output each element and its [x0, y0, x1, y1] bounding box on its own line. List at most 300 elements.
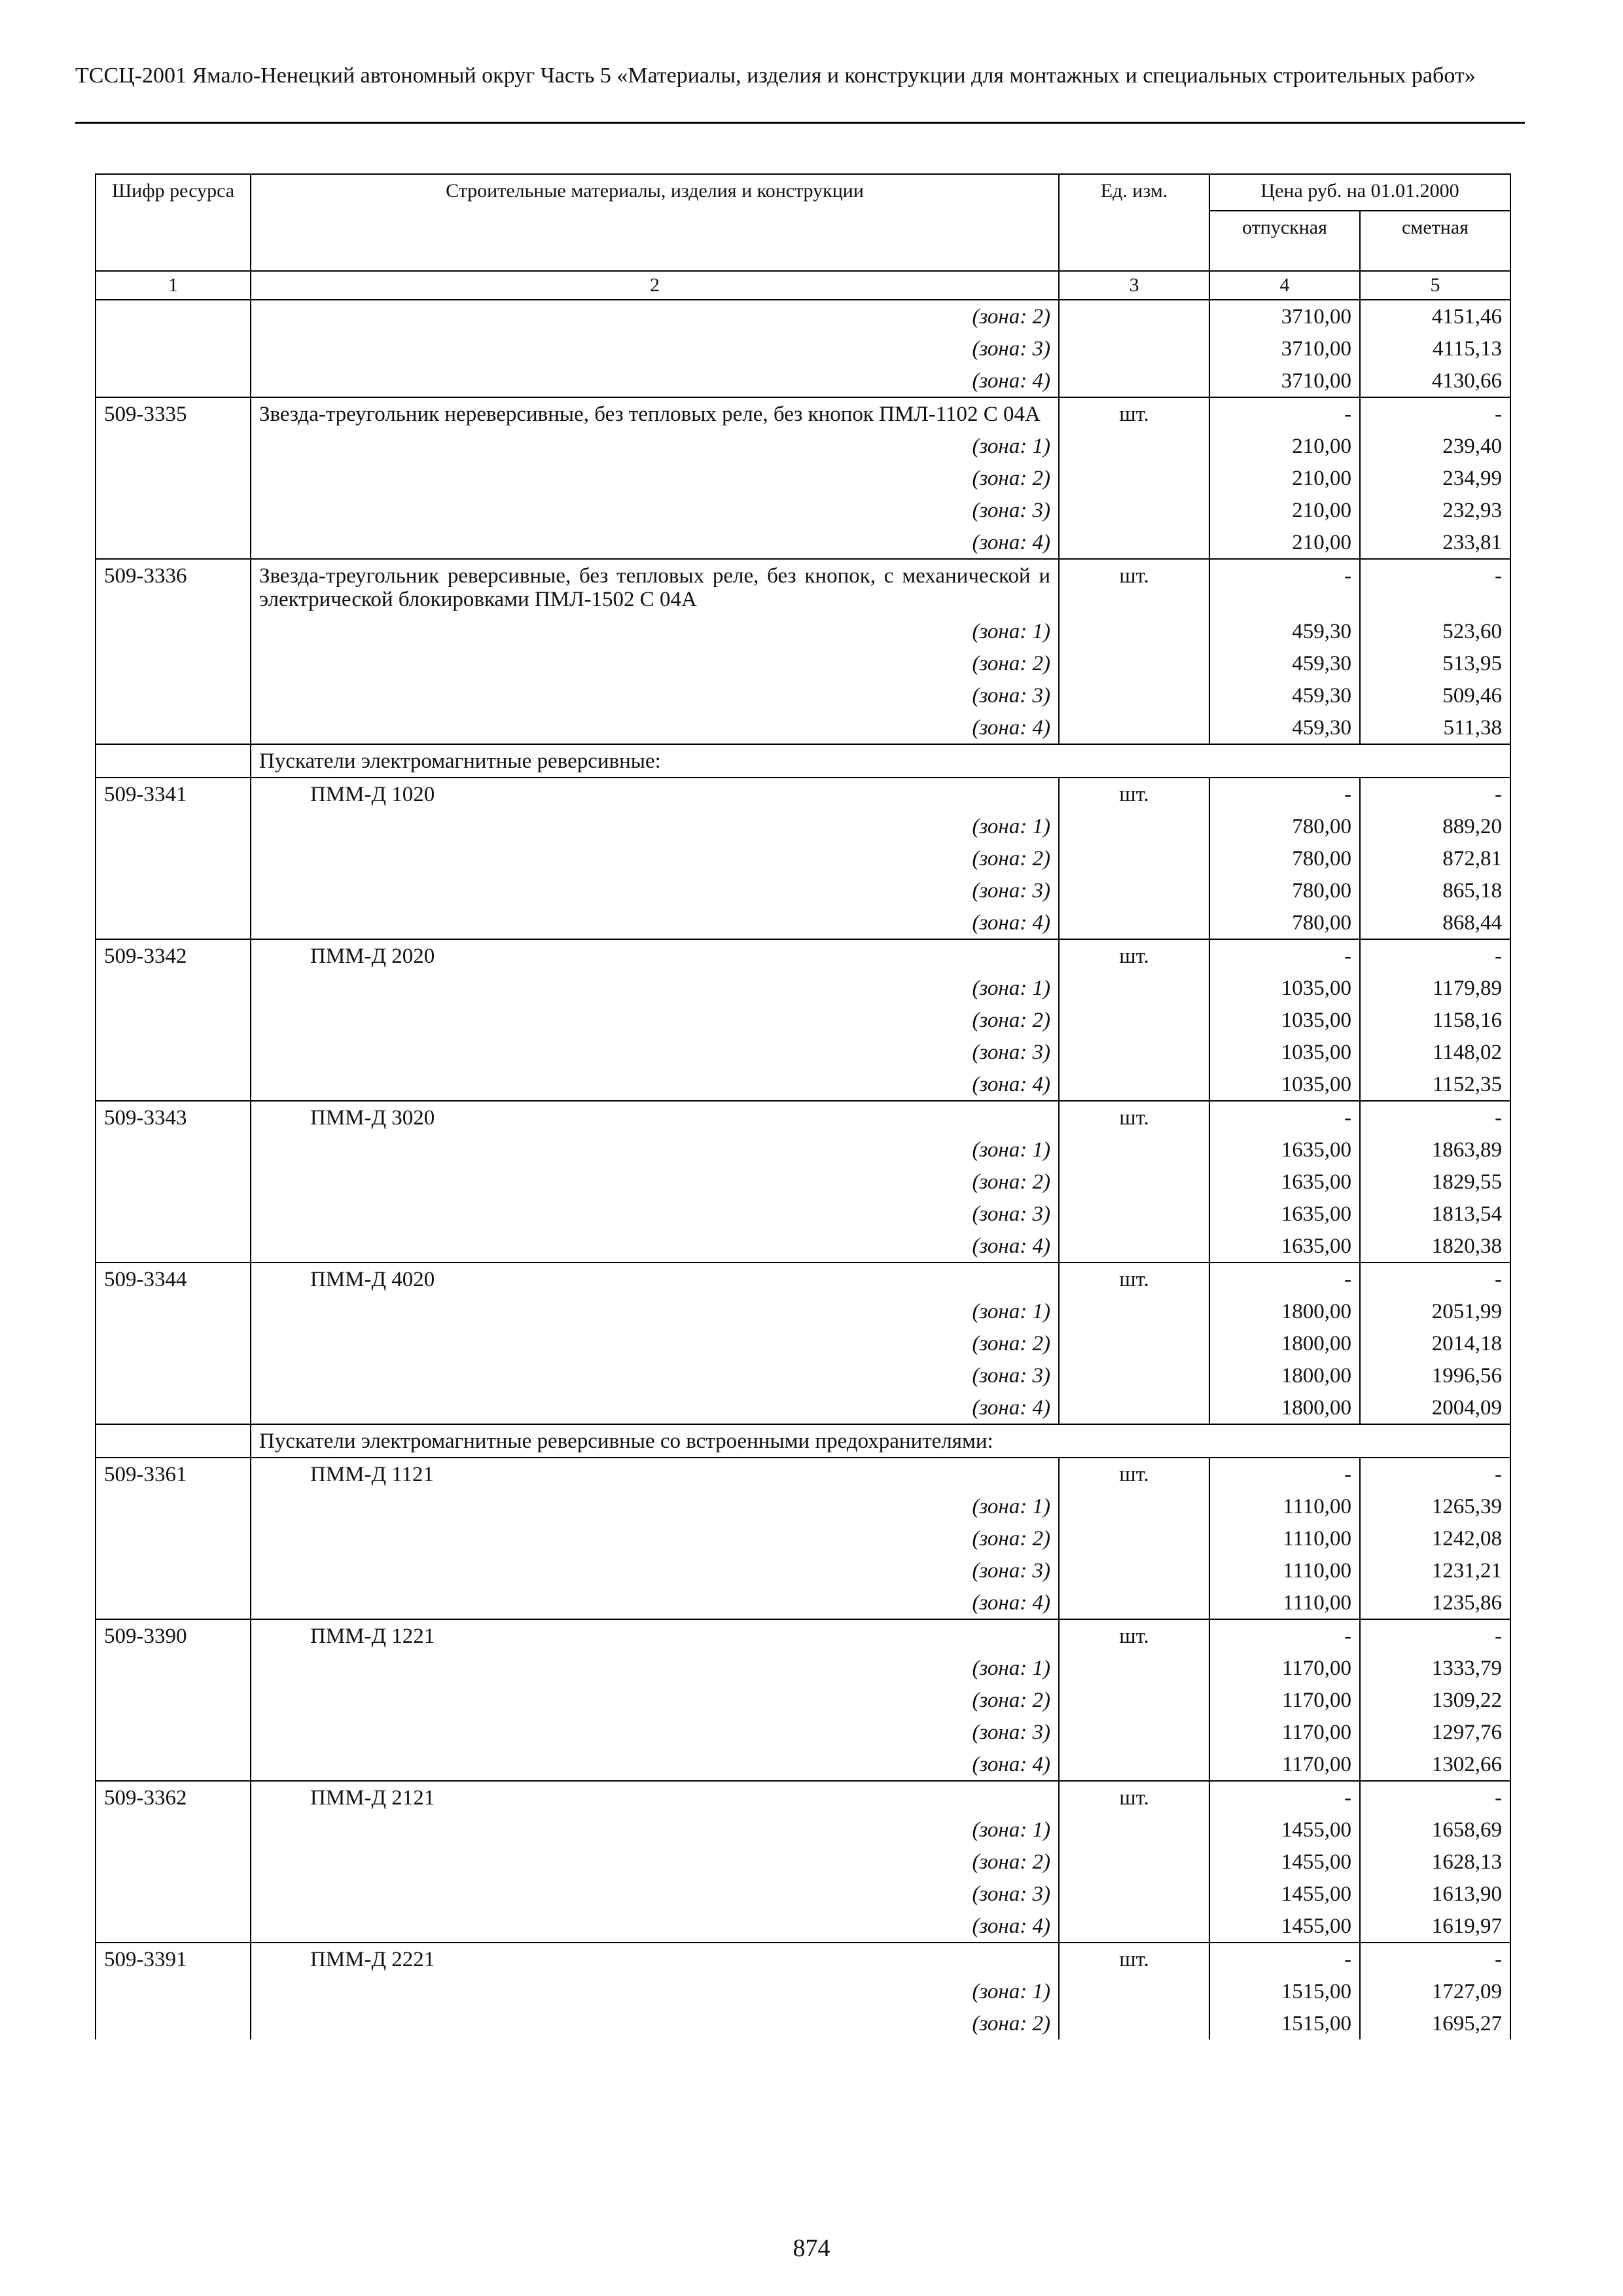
wholesale-price: 780,00: [1209, 842, 1360, 874]
zone-price-row: [96, 430, 1510, 462]
wholesale-price: -: [1209, 1619, 1360, 1652]
zone-label: (зона: 1): [251, 430, 1059, 462]
resource-name: ПММ-Д 1020: [251, 778, 1059, 810]
estimate-price: -: [1360, 1263, 1510, 1295]
unit-of-measure: [1059, 1198, 1209, 1230]
resource-code-cell: [96, 526, 251, 559]
zone-label: (зона: 2): [251, 300, 1059, 332]
unit-of-measure: [1059, 810, 1209, 842]
resource-code-cell: [96, 1716, 251, 1748]
estimate-price: 1996,56: [1360, 1359, 1510, 1391]
unit-of-measure: [1059, 1230, 1209, 1263]
resource-name: ПММ-Д 2121: [251, 1781, 1059, 1814]
wholesale-price: 210,00: [1209, 430, 1360, 462]
zone-price-row: [96, 1878, 1510, 1910]
wholesale-price: 1515,00: [1209, 1975, 1360, 2007]
zone-label: (зона: 3): [251, 1878, 1059, 1910]
zone-label: (зона: 1): [251, 1975, 1059, 2007]
resource-code: 509-3344: [96, 1263, 251, 1295]
wholesale-price: -: [1209, 1263, 1360, 1295]
unit-of-measure: [1059, 1359, 1209, 1391]
resource-code-cell: [96, 842, 251, 874]
estimate-price: 239,40: [1360, 430, 1510, 462]
resource-code-cell: [96, 1846, 251, 1878]
document-header: ТССЦ-2001 Ямало-Ненецкий автономный округ Часть 5 «Материалы, изделия и конструкции для монтажных и специальных строительных работ»: [75, 63, 1476, 88]
unit-of-measure: [1059, 1004, 1209, 1036]
estimate-price: 511,38: [1360, 711, 1510, 744]
price-table: [95, 173, 1511, 2039]
col-number-1: 1: [96, 271, 251, 300]
zone-price-row: [96, 526, 1510, 559]
unit-of-measure: [1059, 1587, 1209, 1619]
zone-price-row: [96, 1587, 1510, 1619]
wholesale-price: 1110,00: [1209, 1490, 1360, 1522]
wholesale-price: 459,30: [1209, 615, 1360, 647]
wholesale-price: 1035,00: [1209, 1004, 1360, 1036]
zone-price-row: [96, 1295, 1510, 1327]
wholesale-price: 780,00: [1209, 874, 1360, 906]
estimate-price: 1158,16: [1360, 1004, 1510, 1036]
resource-code-cell: [96, 1878, 251, 1910]
resource-row: [96, 778, 1510, 810]
zone-price-row: [96, 1748, 1510, 1781]
zone-price-row: [96, 810, 1510, 842]
zone-price-row: [96, 300, 1510, 332]
resource-code-cell: [96, 1748, 251, 1781]
wholesale-price: 1110,00: [1209, 1522, 1360, 1554]
zone-label: (зона: 3): [251, 679, 1059, 711]
resource-code: 509-3390: [96, 1619, 251, 1652]
resource-row: [96, 1458, 1510, 1490]
zone-price-row: [96, 1327, 1510, 1359]
estimate-price: 1242,08: [1360, 1522, 1510, 1554]
zone-label: (зона: 2): [251, 462, 1059, 494]
wholesale-price: 1635,00: [1209, 1134, 1360, 1166]
estimate-price: -: [1360, 1943, 1510, 1975]
wholesale-price: 1635,00: [1209, 1166, 1360, 1198]
page-number: 874: [793, 2234, 830, 2262]
wholesale-price: 459,30: [1209, 679, 1360, 711]
estimate-price: 868,44: [1360, 906, 1510, 939]
resource-code-cell: [96, 1975, 251, 2007]
wholesale-price: 1800,00: [1209, 1391, 1360, 1424]
zone-label: (зона: 1): [251, 1652, 1059, 1684]
wholesale-price: 1035,00: [1209, 1036, 1360, 1068]
resource-name: ПММ-Д 4020: [251, 1263, 1059, 1295]
zone-label: (зона: 3): [251, 1554, 1059, 1587]
zone-price-row: [96, 332, 1510, 365]
zone-label: (зона: 2): [251, 1004, 1059, 1036]
unit-of-measure: [1059, 906, 1209, 939]
estimate-price: 4151,46: [1360, 300, 1510, 332]
resource-code-cell: [96, 874, 251, 906]
zone-price-row: [96, 365, 1510, 397]
unit-of-measure: [1059, 494, 1209, 526]
wholesale-price: 1635,00: [1209, 1230, 1360, 1263]
resource-row: [96, 1263, 1510, 1295]
resource-code-cell: [96, 1814, 251, 1846]
resource-row: [96, 1101, 1510, 1134]
resource-code-cell: [96, 494, 251, 526]
unit-of-measure: [1059, 679, 1209, 711]
zone-label: (зона: 3): [251, 332, 1059, 365]
estimate-price: 1619,97: [1360, 1910, 1510, 1943]
resource-code-cell: [96, 1166, 251, 1198]
resource-code-cell: [96, 1587, 251, 1619]
group-heading-row: [96, 744, 1510, 778]
zone-label: (зона: 4): [251, 1391, 1059, 1424]
zone-label: (зона: 1): [251, 1814, 1059, 1846]
wholesale-price: 1035,00: [1209, 1068, 1360, 1101]
zone-label: (зона: 1): [251, 972, 1059, 1004]
zone-label: (зона: 1): [251, 1295, 1059, 1327]
unit-of-measure: шт.: [1059, 1101, 1209, 1134]
unit-of-measure: шт.: [1059, 559, 1209, 615]
estimate-price: -: [1360, 1101, 1510, 1134]
unit-of-measure: [1059, 300, 1209, 332]
col-code-header: Шифр ресурса: [96, 174, 251, 271]
wholesale-price: 1800,00: [1209, 1327, 1360, 1359]
unit-of-measure: шт.: [1059, 1458, 1209, 1490]
zone-label: (зона: 3): [251, 1036, 1059, 1068]
col-price-group-header: Цена руб. на 01.01.2000: [1209, 174, 1510, 211]
resource-code: 509-3335: [96, 397, 251, 430]
zone-price-row: [96, 1522, 1510, 1554]
unit-of-measure: [1059, 1554, 1209, 1587]
unit-of-measure: шт.: [1059, 1263, 1209, 1295]
table-body: [96, 300, 1510, 2039]
zone-label: (зона: 4): [251, 1068, 1059, 1101]
zone-label: (зона: 2): [251, 842, 1059, 874]
unit-of-measure: [1059, 1327, 1209, 1359]
resource-row: [96, 1781, 1510, 1814]
resource-code: 509-3362: [96, 1781, 251, 1814]
unit-of-measure: [1059, 1166, 1209, 1198]
zone-price-row: [96, 1068, 1510, 1101]
estimate-price: -: [1360, 778, 1510, 810]
col-unit-header: Ед. изм.: [1059, 174, 1209, 271]
estimate-price: 1152,35: [1360, 1068, 1510, 1101]
resource-name: Звезда-треугольник нереверсивные, без тепловых реле, без кнопок ПМЛ-1102 С 04А: [251, 397, 1059, 430]
estimate-price: -: [1360, 397, 1510, 430]
resource-code-cell: [96, 711, 251, 744]
unit-of-measure: [1059, 1748, 1209, 1781]
unit-of-measure: [1059, 2007, 1209, 2039]
estimate-price: 1309,22: [1360, 1684, 1510, 1716]
estimate-price: -: [1360, 1458, 1510, 1490]
col-number-4: 4: [1209, 271, 1360, 300]
estimate-price: 1820,38: [1360, 1230, 1510, 1263]
zone-price-row: [96, 1230, 1510, 1263]
estimate-price: 513,95: [1360, 647, 1510, 679]
unit-of-measure: [1059, 1134, 1209, 1166]
estimate-price: 1863,89: [1360, 1134, 1510, 1166]
wholesale-price: 1170,00: [1209, 1652, 1360, 1684]
col-number-3: 3: [1059, 271, 1209, 300]
estimate-price: 1179,89: [1360, 972, 1510, 1004]
resource-code-cell: [96, 1490, 251, 1522]
unit-of-measure: [1059, 1391, 1209, 1424]
zone-price-row: [96, 1490, 1510, 1522]
wholesale-price: 459,30: [1209, 711, 1360, 744]
resource-code-cell: [96, 1424, 251, 1458]
wholesale-price: -: [1209, 1101, 1360, 1134]
resource-code-cell: [96, 744, 251, 778]
unit-of-measure: [1059, 711, 1209, 744]
wholesale-price: -: [1209, 778, 1360, 810]
zone-price-row: [96, 906, 1510, 939]
estimate-price: 1297,76: [1360, 1716, 1510, 1748]
col-name-header: Строительные материалы, изделия и конструкции: [251, 174, 1059, 271]
unit-of-measure: [1059, 1716, 1209, 1748]
zone-price-row: [96, 1910, 1510, 1943]
estimate-price: 865,18: [1360, 874, 1510, 906]
estimate-price: 2004,09: [1360, 1391, 1510, 1424]
estimate-price: 1727,09: [1360, 1975, 1510, 2007]
zone-price-row: [96, 874, 1510, 906]
zone-label: (зона: 4): [251, 365, 1059, 397]
header-rule: [75, 122, 1525, 124]
resource-code-cell: [96, 430, 251, 462]
zone-price-row: [96, 1975, 1510, 2007]
zone-price-row: [96, 1554, 1510, 1587]
zone-price-row: [96, 1004, 1510, 1036]
zone-price-row: [96, 1814, 1510, 1846]
zone-price-row: [96, 494, 1510, 526]
unit-of-measure: [1059, 1068, 1209, 1101]
zone-label: (зона: 1): [251, 1134, 1059, 1166]
estimate-price: 1658,69: [1360, 1814, 1510, 1846]
unit-of-measure: [1059, 526, 1209, 559]
zone-label: (зона: 4): [251, 1230, 1059, 1263]
wholesale-price: 1110,00: [1209, 1554, 1360, 1587]
group-heading-row: [96, 1424, 1510, 1458]
resource-row: [96, 559, 1510, 615]
wholesale-price: 1170,00: [1209, 1684, 1360, 1716]
resource-name: ПММ-Д 2020: [251, 939, 1059, 972]
wholesale-price: 1455,00: [1209, 1910, 1360, 1943]
col-estimate-header: сметная: [1360, 211, 1510, 271]
unit-of-measure: [1059, 1036, 1209, 1068]
wholesale-price: 210,00: [1209, 462, 1360, 494]
col-number-5: 5: [1360, 271, 1510, 300]
resource-name: ПММ-Д 2221: [251, 1943, 1059, 1975]
estimate-price: -: [1360, 939, 1510, 972]
estimate-price: -: [1360, 559, 1510, 615]
zone-price-row: [96, 972, 1510, 1004]
estimate-price: 509,46: [1360, 679, 1510, 711]
resource-code-cell: [96, 1522, 251, 1554]
estimate-price: 889,20: [1360, 810, 1510, 842]
resource-code-cell: [96, 1068, 251, 1101]
resource-code-cell: [96, 906, 251, 939]
zone-label: (зона: 2): [251, 2007, 1059, 2039]
unit-of-measure: [1059, 1878, 1209, 1910]
zone-label: (зона: 3): [251, 1359, 1059, 1391]
col-wholesale-header: отпускная: [1209, 211, 1360, 271]
col-number-2: 2: [251, 271, 1059, 300]
wholesale-price: 3710,00: [1209, 332, 1360, 365]
zone-price-row: [96, 1846, 1510, 1878]
zone-label: (зона: 3): [251, 1198, 1059, 1230]
resource-code-cell: [96, 647, 251, 679]
resource-row: [96, 397, 1510, 430]
estimate-price: 1231,21: [1360, 1554, 1510, 1587]
resource-code-cell: [96, 1554, 251, 1587]
wholesale-price: -: [1209, 1943, 1360, 1975]
wholesale-price: 210,00: [1209, 494, 1360, 526]
resource-code-cell: [96, 462, 251, 494]
unit-of-measure: шт.: [1059, 1943, 1209, 1975]
unit-of-measure: [1059, 462, 1209, 494]
zone-price-row: [96, 842, 1510, 874]
zone-label: (зона: 3): [251, 874, 1059, 906]
estimate-price: 233,81: [1360, 526, 1510, 559]
unit-of-measure: [1059, 972, 1209, 1004]
zone-price-row: [96, 1166, 1510, 1198]
zone-label: (зона: 1): [251, 615, 1059, 647]
unit-of-measure: шт.: [1059, 1619, 1209, 1652]
wholesale-price: 1800,00: [1209, 1295, 1360, 1327]
unit-of-measure: [1059, 1846, 1209, 1878]
zone-label: (зона: 4): [251, 906, 1059, 939]
estimate-price: 4115,13: [1360, 332, 1510, 365]
unit-of-measure: [1059, 1910, 1209, 1943]
resource-code: 509-3391: [96, 1943, 251, 1975]
resource-code-cell: [96, 1910, 251, 1943]
wholesale-price: 1800,00: [1209, 1359, 1360, 1391]
wholesale-price: 1455,00: [1209, 1878, 1360, 1910]
estimate-price: 1613,90: [1360, 1878, 1510, 1910]
resource-code-cell: [96, 615, 251, 647]
unit-of-measure: [1059, 1522, 1209, 1554]
resource-code-cell: [96, 1004, 251, 1036]
resource-code: 509-3342: [96, 939, 251, 972]
unit-of-measure: [1059, 1490, 1209, 1522]
wholesale-price: 1110,00: [1209, 1587, 1360, 1619]
resource-code-cell: [96, 1230, 251, 1263]
unit-of-measure: шт.: [1059, 939, 1209, 972]
estimate-price: 232,93: [1360, 494, 1510, 526]
estimate-price: 1829,55: [1360, 1166, 1510, 1198]
estimate-price: 234,99: [1360, 462, 1510, 494]
unit-of-measure: [1059, 1814, 1209, 1846]
wholesale-price: 459,30: [1209, 647, 1360, 679]
resource-code: 509-3343: [96, 1101, 251, 1134]
zone-label: (зона: 2): [251, 647, 1059, 679]
estimate-price: 1235,86: [1360, 1587, 1510, 1619]
wholesale-price: -: [1209, 1781, 1360, 1814]
zone-price-row: [96, 1359, 1510, 1391]
estimate-price: 2051,99: [1360, 1295, 1510, 1327]
zone-label: (зона: 2): [251, 1684, 1059, 1716]
resource-code-cell: [96, 679, 251, 711]
resource-row: [96, 1619, 1510, 1652]
resource-code-cell: [96, 1391, 251, 1424]
resource-code-cell: [96, 1198, 251, 1230]
resource-name: Звезда-треугольник реверсивные, без тепловых реле, без кнопок, с механической и электрической блокировками ПМЛ-1502 С 04А: [251, 559, 1059, 615]
unit-of-measure: [1059, 874, 1209, 906]
zone-label: (зона: 3): [251, 494, 1059, 526]
unit-of-measure: [1059, 365, 1209, 397]
wholesale-price: -: [1209, 397, 1360, 430]
wholesale-price: 3710,00: [1209, 300, 1360, 332]
resource-code-cell: [96, 1295, 251, 1327]
resource-code-cell: [96, 1684, 251, 1716]
wholesale-price: -: [1209, 559, 1360, 615]
wholesale-price: 1515,00: [1209, 2007, 1360, 2039]
wholesale-price: -: [1209, 1458, 1360, 1490]
resource-code-cell: [96, 972, 251, 1004]
estimate-price: -: [1360, 1619, 1510, 1652]
resource-name: ПММ-Д 3020: [251, 1101, 1059, 1134]
zone-label: (зона: 4): [251, 1910, 1059, 1943]
zone-price-row: [96, 1134, 1510, 1166]
group-heading: Пускатели электромагнитные реверсивные:: [251, 744, 1510, 778]
zone-label: (зона: 4): [251, 711, 1059, 744]
resource-code-cell: [96, 1134, 251, 1166]
resource-code: 509-3361: [96, 1458, 251, 1490]
resource-code-cell: [96, 1359, 251, 1391]
wholesale-price: 1035,00: [1209, 972, 1360, 1004]
zone-label: (зона: 4): [251, 1587, 1059, 1619]
unit-of-measure: [1059, 1652, 1209, 1684]
unit-of-measure: [1059, 615, 1209, 647]
resource-row: [96, 1943, 1510, 1975]
zone-label: (зона: 2): [251, 1522, 1059, 1554]
estimate-price: 1148,02: [1360, 1036, 1510, 1068]
estimate-price: 1333,79: [1360, 1652, 1510, 1684]
estimate-price: 872,81: [1360, 842, 1510, 874]
zone-price-row: [96, 2007, 1510, 2039]
zone-label: (зона: 2): [251, 1327, 1059, 1359]
resource-name: ПММ-Д 1221: [251, 1619, 1059, 1652]
unit-of-measure: [1059, 1684, 1209, 1716]
unit-of-measure: [1059, 332, 1209, 365]
wholesale-price: 1455,00: [1209, 1846, 1360, 1878]
wholesale-price: 780,00: [1209, 906, 1360, 939]
group-heading: Пускатели электромагнитные реверсивные со встроенными предохранителями:: [251, 1424, 1510, 1458]
zone-label: (зона: 1): [251, 810, 1059, 842]
wholesale-price: 210,00: [1209, 526, 1360, 559]
zone-label: (зона: 2): [251, 1846, 1059, 1878]
zone-label: (зона: 2): [251, 1166, 1059, 1198]
zone-label: (зона: 3): [251, 1716, 1059, 1748]
zone-price-row: [96, 711, 1510, 744]
unit-of-measure: [1059, 842, 1209, 874]
unit-of-measure: шт.: [1059, 778, 1209, 810]
zone-price-row: [96, 1391, 1510, 1424]
zone-price-row: [96, 1198, 1510, 1230]
unit-of-measure: [1059, 430, 1209, 462]
wholesale-price: 780,00: [1209, 810, 1360, 842]
wholesale-price: -: [1209, 939, 1360, 972]
estimate-price: 1695,27: [1360, 2007, 1510, 2039]
resource-name: ПММ-Д 1121: [251, 1458, 1059, 1490]
resource-code-cell: [96, 332, 251, 365]
wholesale-price: 1455,00: [1209, 1814, 1360, 1846]
estimate-price: 1265,39: [1360, 1490, 1510, 1522]
wholesale-price: 1170,00: [1209, 1716, 1360, 1748]
unit-of-measure: [1059, 1975, 1209, 2007]
estimate-price: 1813,54: [1360, 1198, 1510, 1230]
resource-code-cell: [96, 1652, 251, 1684]
estimate-price: -: [1360, 1781, 1510, 1814]
zone-price-row: [96, 1684, 1510, 1716]
resource-row: [96, 939, 1510, 972]
zone-price-row: [96, 462, 1510, 494]
estimate-price: 523,60: [1360, 615, 1510, 647]
